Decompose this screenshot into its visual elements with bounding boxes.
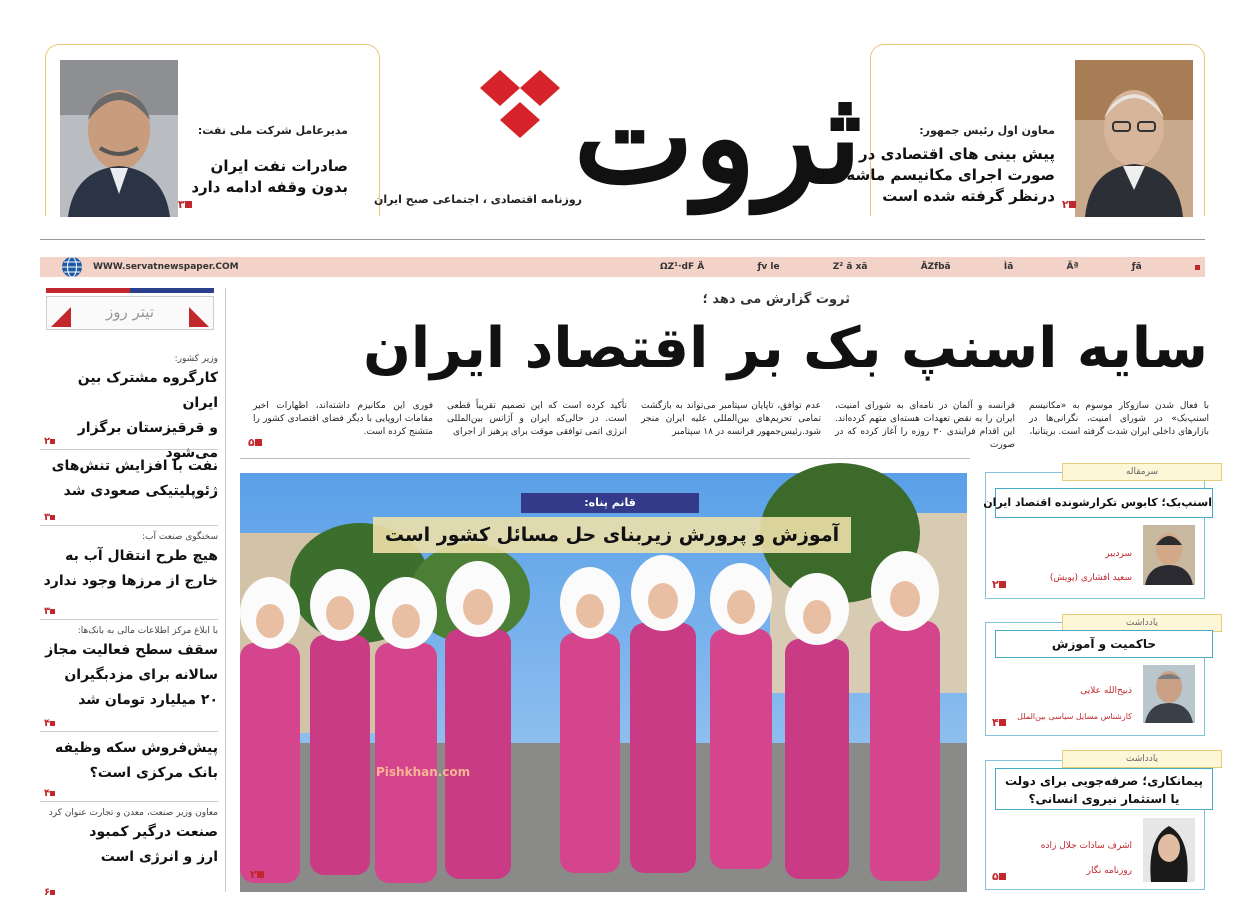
note-2-author-name: روزنامه نگار bbox=[1086, 866, 1132, 876]
note-1-tag: یادداشت bbox=[1062, 614, 1222, 632]
main-kicker: ثروت گزارش می دهد ؛ bbox=[702, 292, 850, 307]
sidebar-item[interactable]: معاون وزیر صنعت، معدن و تجارت عنوان کرد صنعت درگیر کمبود ارز و انرژی است ۶ bbox=[44, 808, 218, 898]
ceo-portrait bbox=[60, 60, 178, 217]
editorial-author-name: سعید افشاری (پویش) bbox=[1049, 573, 1132, 583]
photo-kicker: قانم پناه: bbox=[521, 493, 699, 513]
editorial-author-role: سردبیر bbox=[1105, 549, 1132, 559]
sidebar-item[interactable]: سخنگوی صنعت آب: هیچ طرح انتقال آب به خارج از مرزها وجود ندارد ۳ bbox=[40, 530, 218, 620]
sidebar-title-box bbox=[46, 296, 214, 330]
masthead-divider bbox=[40, 239, 1205, 240]
photo-watermark: Pishkhan.com bbox=[376, 765, 471, 779]
sidebar-flag-bar bbox=[46, 288, 214, 293]
header-left-headline[interactable]: صادرات نفت ایران بدون وقفه ادامه دارد bbox=[191, 157, 348, 196]
main-col-5: فوری این مکانیزم داشته‌اند، اظهارات اخیر مقامات اروپایی با دیگر فضای اقتصادی کشور را متشنج کرده است. bbox=[253, 401, 433, 437]
editorial-tag: سرمقاله bbox=[1062, 463, 1222, 481]
sidebar-item[interactable]: با ابلاغ مرکز اطلاعات مالی به بانک‌ها: سقف سطح فعالیت مجاز سالانه برای مزدبگیران ۲۰ میلیارد تومان شد ۴ bbox=[40, 624, 218, 732]
note-1-author-portrait bbox=[1143, 665, 1195, 723]
note-2-page: ۵ bbox=[992, 870, 1006, 883]
main-col-4: تأکید کرده است که این تصمیم تقریباً قطعی است. در حالی‌که ایران و آژانس بین‌المللی انرژی اتمی توافقی موقت برای پرهیز از اجرای bbox=[447, 401, 627, 437]
note-1-page: ۴ bbox=[992, 716, 1006, 729]
header-right-headline[interactable]: پیش بینی های اقتصادی در صورت اجرای مکانیسم ماشه درنظر گرفته شده است bbox=[846, 145, 1055, 205]
header-left-page: ۳ bbox=[178, 198, 192, 211]
header-right-page: ۲ bbox=[1062, 198, 1076, 211]
photo-headline[interactable]: آموزش و پرورش زیربنای حل مسائل کشور است bbox=[373, 517, 851, 553]
note-1-author-name: کارشناس مسایل سیاسی بین‌الملل bbox=[1017, 712, 1132, 721]
website-link[interactable]: WWW.servatnewspaper.COM bbox=[93, 262, 239, 272]
header-left-kicker: مدیرعامل شرکت ملی نفت: bbox=[197, 124, 348, 137]
globe-icon bbox=[61, 256, 83, 278]
main-col-2: فرانسه و آلمان در نامه‌ای به شورای امنیت، ایران را به نقض تعهدات هسته‌ای متهم کرده‌اند. این اقدام فرایندی ۳۰ روزه را آغاز کرده که در صورت bbox=[835, 401, 1015, 450]
editorial-title: اسنپ‌بک؛ کابوس تکرارشونده اقتصاد ایران bbox=[995, 488, 1213, 518]
editorial-page: ۲ bbox=[992, 578, 1006, 591]
main-divider bbox=[240, 458, 970, 459]
main-col-3: عدم توافق، تاپایان سپتامبر می‌تواند به بازگشت تمامی تحریم‌های بین‌المللی علیه ایران منجر شود.رئیس‌جمهور فرانسه در ۱۸ سپتامبر bbox=[641, 401, 821, 437]
sidebar-item[interactable]: وزیر کشور: کارگروه مشترک بین ایران و قرقیزستان برگزار می‌شود ۲ bbox=[40, 352, 218, 450]
note-2-tag: یادداشت bbox=[1062, 750, 1222, 768]
main-columns bbox=[244, 400, 1209, 448]
vp-portrait bbox=[1075, 60, 1193, 217]
editor-portrait bbox=[1143, 525, 1195, 585]
note-1-title: حاکمیت و آموزش bbox=[995, 630, 1213, 658]
logo-text: ثروت bbox=[573, 63, 862, 213]
header-right-kicker: معاون اول رئیس جمهور: bbox=[919, 124, 1055, 137]
note-2-author-portrait bbox=[1143, 818, 1195, 882]
sidebar-item[interactable]: پیش‌فروش سکه وظیفه بانک مرکزی است؟ ۴ bbox=[40, 736, 218, 802]
tagline: روزنامه اقتصادی ، اجتماعی صبح ایران bbox=[373, 193, 582, 206]
main-page: ۵ bbox=[248, 436, 262, 449]
sidebar-vertical-divider bbox=[225, 288, 226, 892]
note-2-title: پیمانکاری؛ صرفه‌جویی برای دولت یا استثمار نیروی انسانی؟ bbox=[995, 768, 1213, 810]
newspaper-logo[interactable] bbox=[392, 40, 872, 240]
note-1-author-role: ذبیح‌الله علایی bbox=[1080, 686, 1132, 696]
photo-page: ۲ bbox=[250, 868, 264, 881]
main-headline[interactable]: سایه اسنپ بک بر اقتصاد ایران bbox=[363, 316, 1208, 381]
sidebar-item[interactable]: نفت با افزایش تنش‌های ژئوپلیتیکی صعودی شد ۳ bbox=[40, 454, 218, 526]
note-2-author-role: اشرف سادات جلال زاده bbox=[1040, 841, 1132, 851]
main-col-1: با فعال شدن سازوکار موسوم به «مکانیسم اسنپ‌بک» در شورای امنیت، نگرانی‌ها در بازارهای داخلی ایران شدت گرفته است. بریتانیا، bbox=[1029, 401, 1209, 437]
date-strip-items: ΩZ¹·dF Ä ƒv le Z² ã ⅹã ÄZfbã Ìã Ãª ƒã bbox=[660, 258, 1200, 276]
sidebar-title: تیتر روز bbox=[105, 303, 154, 321]
